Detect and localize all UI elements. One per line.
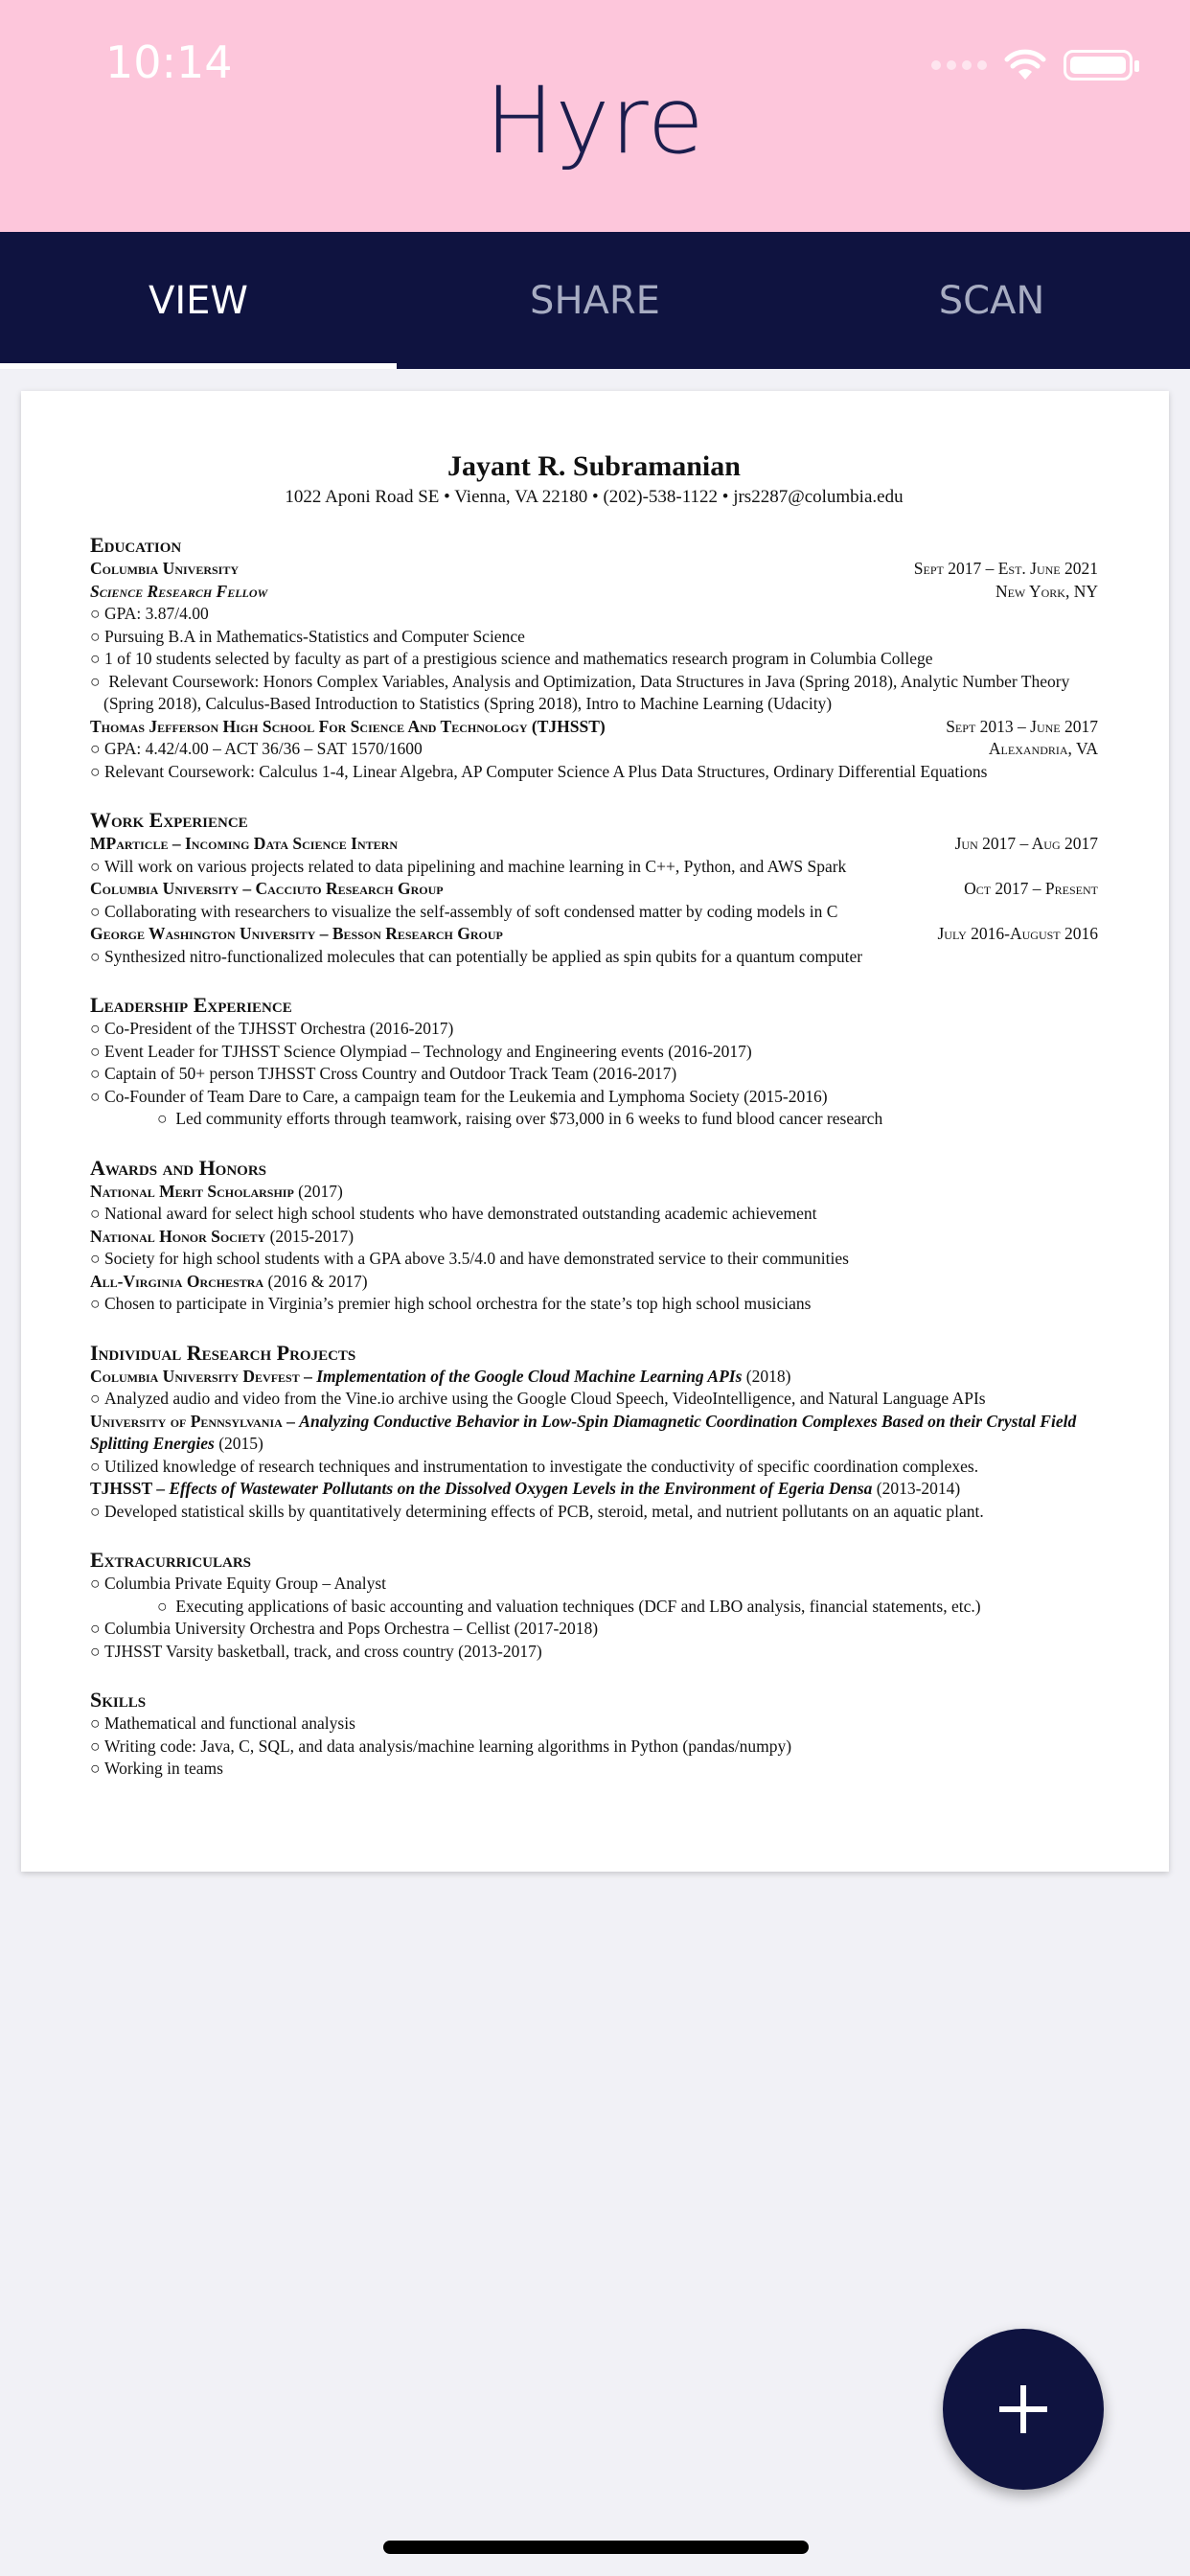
edu-tj-location: Alexandria, VA <box>988 739 1098 758</box>
work-dates: Jun 2017 – Aug 2017 <box>954 834 1098 853</box>
research-year: (2015) <box>214 1434 263 1453</box>
research-title <box>90 1366 1098 1389</box>
award-title <box>90 1271 1098 1294</box>
list-item: ○ Event Leader for TJHSST Science Olympiad – Technology and Engineering events (2016-2017) <box>90 1041 1098 1064</box>
edu-tj-row2 <box>90 738 1098 761</box>
edu-columbia-row <box>90 558 1098 581</box>
list-item: ○ Columbia Private Equity Group – Analyst <box>90 1573 1098 1596</box>
section-leadership: Leadership Experience <box>90 993 292 1017</box>
award-year: (2015-2017) <box>265 1226 355 1246</box>
edu-tj-gpa: ○ GPA: 4.42/4.00 – ACT 36/36 – SAT 1570/1600 <box>90 738 423 761</box>
edu-tj-school: Thomas Jefferson High School For Science And Technology (TJHSST) <box>90 716 606 736</box>
resume-contact: 1022 Aponi Road SE • Vienna, VA 22180 • (202)-538-1122 • jrs2287@columbia.edu <box>285 487 904 507</box>
research-project: Implementation of the Google Cloud Machine Learning APIs <box>316 1366 743 1386</box>
award-name: National Honor Society <box>90 1226 266 1246</box>
research-title <box>90 1478 1098 1501</box>
research-org: Columbia University Devfest – <box>90 1366 317 1386</box>
work-row <box>90 923 1098 946</box>
edu-tj-row <box>90 716 1098 739</box>
section-skills: Skills <box>90 1688 147 1712</box>
award-year: (2016 & 2017) <box>263 1271 368 1291</box>
list-item: ○ Captain of 50+ person TJHSST Cross Country and Outdoor Track Team (2016-2017) <box>90 1063 1098 1086</box>
list-item: ○ Led community efforts through teamwork, raising over $73,000 in 6 weeks to fund blood cancer research <box>90 1108 1098 1131</box>
resume-card[interactable] <box>21 391 1169 1872</box>
section-research: Individual Research Projects <box>90 1340 356 1365</box>
award-year: (2017) <box>293 1181 343 1201</box>
award-title <box>90 1226 1098 1249</box>
list-item: ○ Society for high school students with a GPA above 3.5/4.0 and have demonstrated service to their communities <box>90 1248 1098 1271</box>
work-dates: July 2016-August 2016 <box>937 924 1098 943</box>
research-year: (2018) <box>742 1366 791 1386</box>
list-item: ○ Relevant Coursework: Honors Complex Variables, Analysis and Optimization, Data Structures in Java (Spring 2018), Analytic Number Theory (Spring 2018), Calculus-Based Introduction to Statistics (Spring 2018), Intro to Machine Learning (Udacity) <box>90 671 1098 716</box>
list-item: ○ Analyzed audio and video from the Vine.io archive using the Google Cloud Speech, VideoIntelligence, and Natural Language APIs <box>90 1388 1098 1411</box>
edu-columbia-school: Columbia University <box>90 559 240 578</box>
section-work: Work Experience <box>90 808 248 832</box>
list-item: ○ Will work on various projects related to data pipelining and machine learning in C++, Python, and AWS Spark <box>90 856 1098 879</box>
list-item: ○ Chosen to participate in Virginia’s premier high school orchestra for the state’s top high school musicians <box>90 1293 1098 1316</box>
list-item: ○ Relevant Coursework: Calculus 1-4, Linear Algebra, AP Computer Science A Plus Data Structures, Ordinary Differential Equations <box>90 761 1098 784</box>
list-item: ○ Executing applications of basic accounting and valuation techniques (DCF and LBO analysis, financial statements, etc.) <box>90 1596 1098 1619</box>
research-org: University of Pennsylvania – <box>90 1411 300 1431</box>
list-item: ○ GPA: 3.87/4.00 <box>90 603 1098 626</box>
tab-view[interactable]: VIEW <box>0 232 397 369</box>
work-row <box>90 833 1098 856</box>
research-title <box>90 1411 1098 1456</box>
list-item: ○ Synthesized nitro-functionalized molecules that can potentially be applied as spin qubits for a quantum computer <box>90 946 1098 969</box>
list-item: ○ 1 of 10 students selected by faculty as part of a prestigious science and mathematics research program in Columbia College <box>90 648 1098 671</box>
edu-columbia-dates: Sept 2017 – Est. June 2021 <box>913 559 1098 578</box>
tab-scan[interactable]: SCAN <box>938 278 1045 323</box>
section-education: Education <box>90 533 182 557</box>
app-title: Hyre <box>485 67 705 174</box>
resume-document <box>90 448 1098 1781</box>
list-item: ○ National award for select high school students who have demonstrated outstanding academic achievement <box>90 1203 1098 1226</box>
work-title: George Washington University – Besson Research Group <box>90 924 503 943</box>
list-item: ○ Columbia University Orchestra and Pops Orchestra – Cellist (2017-2018) <box>90 1618 1098 1641</box>
work-title: Columbia University – Cacciuto Research Group <box>90 879 444 898</box>
list-item: ○ Collaborating with researchers to visualize the self-assembly of soft condensed matter by coding models in C <box>90 901 1098 924</box>
edu-tj-dates: Sept 2013 – June 2017 <box>946 716 1098 736</box>
research-org: TJHSST – <box>90 1479 170 1498</box>
edu-columbia-row2 <box>90 581 1098 604</box>
work-row <box>90 878 1098 901</box>
add-button[interactable] <box>943 2329 1104 2490</box>
plus-icon <box>999 2385 1047 2433</box>
award-name: All-Virginia Orchestra <box>90 1271 264 1291</box>
list-item: ○ TJHSST Varsity basketball, track, and cross country (2013-2017) <box>90 1641 1098 1664</box>
research-project: Analyzing Conductive Behavior in Low-Spin Diamagnetic Coordination Complexes Based on their Crystal Field Splitting Energies <box>90 1411 1077 1453</box>
list-item: ○ Working in teams <box>90 1758 1098 1781</box>
tab-share[interactable]: SHARE <box>530 278 660 323</box>
list-item: ○ Utilized knowledge of research techniques and instrumentation to investigate the conductivity of specific coordination complexes. <box>90 1456 1098 1479</box>
resume-name: Jayant R. Subramanian <box>447 450 741 482</box>
app-header <box>0 0 1190 232</box>
list-item: ○ Mathematical and functional analysis <box>90 1713 1098 1736</box>
list-item: ○ Pursuing B.A in Mathematics-Statistics and Computer Science <box>90 626 1098 649</box>
section-extracurriculars: Extracurriculars <box>90 1548 252 1572</box>
edu-columbia-location: New York, NY <box>995 581 1098 601</box>
award-name: National Merit Scholarship <box>90 1181 294 1201</box>
status-time: 10:14 <box>105 36 233 88</box>
research-year: (2013-2014) <box>872 1479 961 1498</box>
award-title <box>90 1181 1098 1204</box>
home-indicator[interactable] <box>383 2541 809 2554</box>
work-title: MParticle – Incoming Data Science Intern <box>90 834 398 853</box>
section-awards: Awards and Honors <box>90 1155 267 1180</box>
list-item: ○ Writing code: Java, C, SQL, and data analysis/machine learning algorithms in Python (pandas/numpy) <box>90 1736 1098 1759</box>
list-item: ○ Co-President of the TJHSST Orchestra (2016-2017) <box>90 1018 1098 1041</box>
tab-bar <box>0 232 1190 369</box>
list-item: ○ Co-Founder of Team Dare to Care, a campaign team for the Leukemia and Lymphoma Society (2015-2016) <box>90 1086 1098 1109</box>
work-dates: Oct 2017 – Present <box>964 879 1098 898</box>
list-item: ○ Developed statistical skills by quantitatively determining effects of PCB, steroid, metal, and nutrient pollutants on an aquatic plant. <box>90 1501 1098 1524</box>
research-project: Effects of Wastewater Pollutants on the Dissolved Oxygen Levels in the Environment of Egeria Densa <box>169 1479 873 1498</box>
edu-columbia-fellow: Science Research Fellow <box>90 581 268 601</box>
